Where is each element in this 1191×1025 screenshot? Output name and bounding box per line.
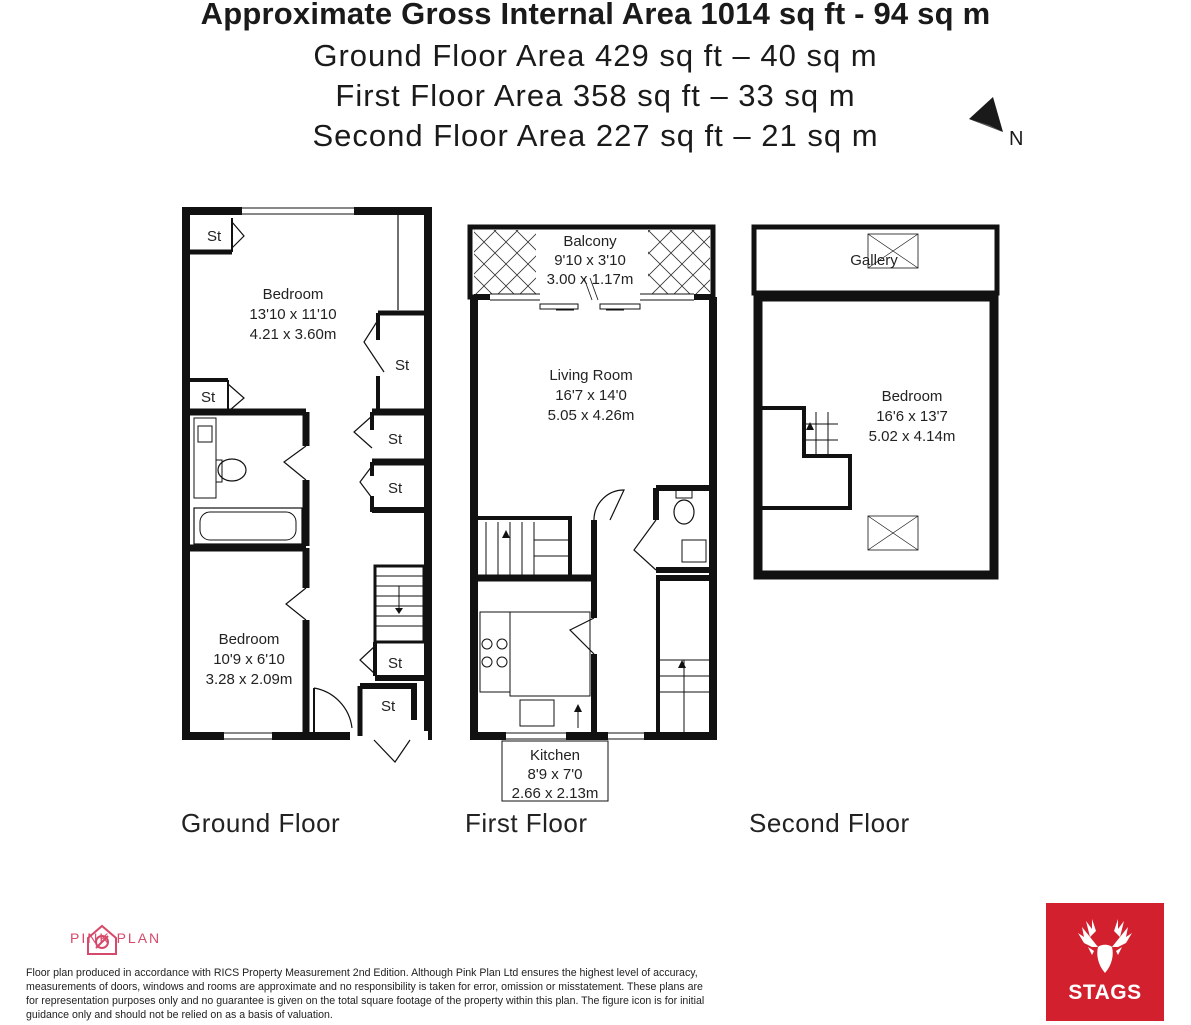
room-size-imperial: 16'7 x 14'0 bbox=[555, 387, 627, 404]
room-size-metric: 5.05 x 4.26m bbox=[547, 407, 635, 424]
room-size-metric: 5.02 x 4.14m bbox=[868, 428, 956, 445]
room-name: Balcony bbox=[563, 233, 617, 250]
second-floor-plan bbox=[754, 227, 997, 575]
pink-plan-wordmark: PINK PLAN bbox=[70, 930, 162, 946]
ground-floor-label: Ground Floor bbox=[181, 808, 341, 838]
storage-label: St bbox=[201, 389, 216, 406]
second-floor-area: Second Floor Area 227 sq ft – 21 sq m bbox=[312, 118, 879, 153]
storage-label: St bbox=[388, 480, 403, 497]
stag-head-icon bbox=[1046, 907, 1164, 987]
room-size-imperial: 13'10 x 11'10 bbox=[249, 306, 337, 323]
second-floor-labels bbox=[850, 252, 955, 445]
second-floor-label: Second Floor bbox=[749, 808, 910, 838]
room-size-metric: 4.21 x 3.60m bbox=[249, 326, 337, 343]
storage-label: St bbox=[381, 698, 396, 715]
room-size-imperial: 10'9 x 6'10 bbox=[213, 651, 285, 668]
room-size-metric: 3.00 x 1.17m bbox=[546, 271, 634, 288]
north-label: N bbox=[1009, 128, 1024, 150]
storage-label: St bbox=[388, 655, 403, 672]
room-name: Gallery bbox=[850, 252, 898, 269]
storage-label: St bbox=[388, 431, 403, 448]
room-size-metric: 3.28 x 2.09m bbox=[205, 671, 293, 688]
room-size-imperial: 16'6 x 13'7 bbox=[876, 408, 948, 425]
room-size-imperial: 9'10 x 3'10 bbox=[554, 252, 626, 269]
storage-label: St bbox=[207, 228, 222, 245]
ground-floor-area: Ground Floor Area 429 sq ft – 40 sq m bbox=[313, 38, 878, 73]
room-name: Living Room bbox=[549, 367, 633, 384]
room-size-metric: 2.66 x 2.13m bbox=[511, 785, 599, 802]
gross-area-title: Approximate Gross Internal Area 1014 sq ft - 94 sq m bbox=[200, 0, 991, 31]
room-name: Bedroom bbox=[881, 388, 943, 405]
stags-logo bbox=[1046, 903, 1164, 1021]
storage-label: St bbox=[395, 357, 410, 374]
room-size-imperial: 8'9 x 7'0 bbox=[527, 766, 583, 783]
room-name: Bedroom bbox=[262, 286, 324, 303]
stags-wordmark: STAGS bbox=[1068, 981, 1142, 1004]
first-floor-label: First Floor bbox=[465, 808, 588, 838]
first-floor-area: First Floor Area 358 sq ft – 33 sq m bbox=[335, 78, 856, 113]
room-name: Kitchen bbox=[529, 747, 581, 764]
first-floor-plan bbox=[470, 227, 713, 801]
room-name: Bedroom bbox=[218, 631, 280, 648]
disclaimer-text: Floor plan produced in accordance with RICS Property Measurement 2nd Edition. Although Pink Plan Ltd ensures the highest level of accuracy, measurements of doors, windows and rooms are approximate and no responsibility is taken for error, omission or misstatement. These plans are for representation purposes only and no guarantee is given on the total square footage of the property within this plan. The figure icon is for initial guidance only and should not be relied on as a basis of valuation. bbox=[26, 967, 705, 1021]
